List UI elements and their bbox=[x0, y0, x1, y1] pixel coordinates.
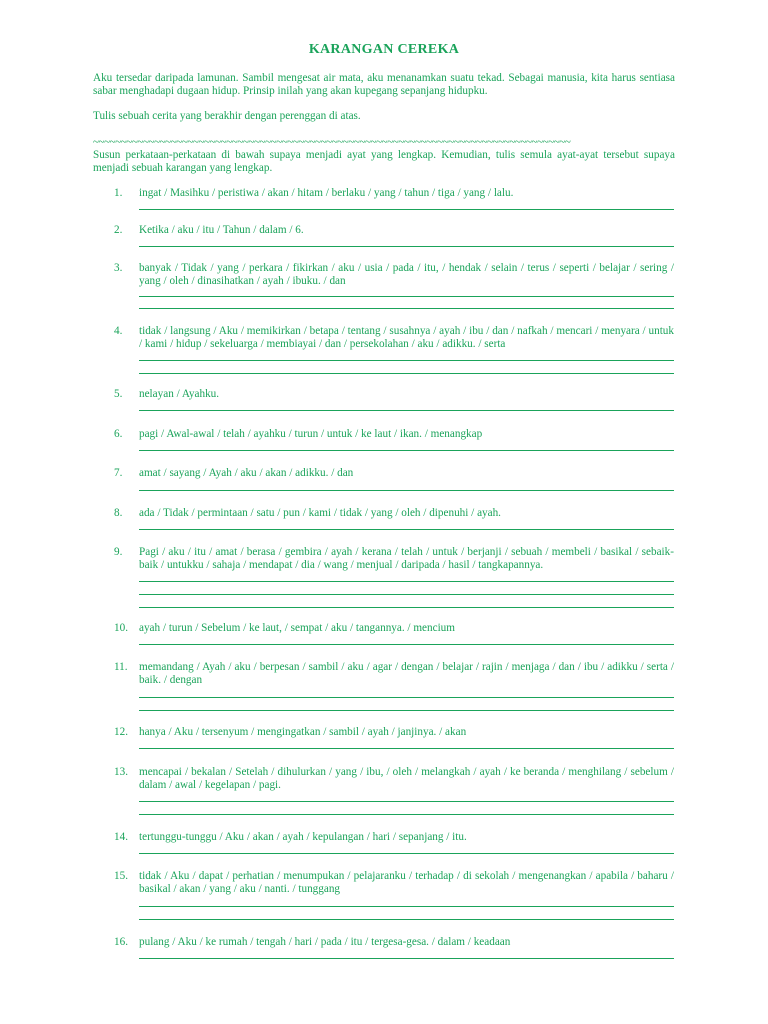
item-words: pulang / Aku / ke rumah / tengah / hari / pada / itu / tergesa-gesa. / dalam / keadaan bbox=[139, 936, 511, 948]
item-number: 12. bbox=[114, 726, 128, 738]
item-words: tidak / langsung / Aku / memikirkan / betapa / tentang / susahnya / ayah / ibu / dan / nafkah / mencari / menyara / untuk / kami / hidup / sekeluarga / membiayai / dan / persekolahan / aku / adikku. / serta bbox=[139, 325, 674, 350]
item-words: amat / sayang / Ayah / aku / akan / adikku. / dan bbox=[139, 467, 354, 479]
item-words: Ketika / aku / itu / Tahun / dalam / 6. bbox=[139, 224, 304, 236]
item-number: 15. bbox=[114, 870, 128, 882]
item-number: 8. bbox=[114, 507, 123, 519]
item-number: 1. bbox=[114, 187, 123, 199]
tilde-separator: ~~~~~~~~~~~~~~~~~~~~~~~~~~~~~~~~~~~~~~~~~~~~~~~~~~~~~~~~~~~~~~~~~~~~~~~~~~~~~~~~~~~~~~ bbox=[93, 136, 571, 148]
item-number: 16. bbox=[114, 936, 128, 948]
item-words: mencapai / bekalan / Setelah / dihulurkan / yang / ibu, / oleh / melangkah / ayah / ke beranda / menghilang / sebelum / dalam / awal / kegelapan / pagi. bbox=[139, 766, 674, 791]
answer-line[interactable] bbox=[139, 581, 674, 582]
item-number: 9. bbox=[114, 546, 123, 558]
item-words: tertunggu-tunggu / Aku / akan / ayah / kepulangan / hari / sepanjang / itu. bbox=[139, 831, 467, 843]
answer-line[interactable] bbox=[139, 529, 674, 530]
answer-line[interactable] bbox=[139, 958, 674, 959]
answer-line[interactable] bbox=[139, 607, 674, 608]
item-number: 3. bbox=[114, 262, 123, 274]
answer-line[interactable] bbox=[139, 814, 674, 815]
intro-paragraph: Aku tersedar daripada lamunan. Sambil mengesat air mata, aku menanamkan suatu tekad. Sebagai manusia, kita harus sentiasa sabar menghadapi dugaan hidup. Prinsip inilah yang akan kupegang sepanjang hidupku. bbox=[93, 72, 675, 97]
answer-line[interactable] bbox=[139, 853, 674, 854]
answer-line[interactable] bbox=[139, 246, 674, 247]
item-words: ayah / turun / Sebelum / ke laut, / sempat / aku / tangannya. / mencium bbox=[139, 622, 455, 634]
answer-line[interactable] bbox=[139, 697, 674, 698]
arrangement-instruction: Susun perkataan-perkataan di bawah supaya menjadi ayat yang lengkap. Kemudian, tulis semula ayat-ayat tersebut supaya menjadi sebuah karangan yang lengkap. bbox=[93, 149, 675, 174]
answer-line[interactable] bbox=[139, 906, 674, 907]
item-words: tidak / Aku / dapat / perhatian / menumpukan / pelajaranku / terhadap / di sekolah / mengenangkan / apabila / baharu / basikal / akan / yang / aku / nanti. / tunggang bbox=[139, 870, 674, 895]
item-words: hanya / Aku / tersenyum / mengingatkan / sambil / ayah / janjinya. / akan bbox=[139, 726, 467, 738]
item-words: Pagi / aku / itu / amat / berasa / gembira / ayah / kerana / telah / untuk / berjanji / sebuah / membeli / basikal / sebaik-baik / untukku / sahaja / mendapat / dia / wang / menjual / daripada / hasil / tangkapannya. bbox=[139, 546, 674, 571]
answer-line[interactable] bbox=[139, 209, 674, 210]
page-title: KARANGAN CEREKA bbox=[308, 42, 460, 57]
answer-line[interactable] bbox=[139, 410, 674, 411]
item-number: 6. bbox=[114, 428, 123, 440]
answer-line[interactable] bbox=[139, 919, 674, 920]
item-number: 4. bbox=[114, 325, 123, 337]
answer-line[interactable] bbox=[139, 801, 674, 802]
item-number: 7. bbox=[114, 467, 123, 479]
item-words: pagi / Awal-awal / telah / ayahku / turun / untuk / ke laut / ikan. / menangkap bbox=[139, 428, 483, 440]
item-number: 11. bbox=[114, 661, 128, 673]
item-number: 14. bbox=[114, 831, 128, 843]
task-instruction: Tulis sebuah cerita yang berakhir dengan perenggan di atas. bbox=[93, 110, 361, 122]
answer-line[interactable] bbox=[139, 748, 674, 749]
item-number: 13. bbox=[114, 766, 128, 778]
answer-line[interactable] bbox=[139, 373, 674, 374]
item-words: ada / Tidak / permintaan / satu / pun / kami / tidak / yang / oleh / dipenuhi / ayah. bbox=[139, 507, 501, 519]
answer-line[interactable] bbox=[139, 644, 674, 645]
item-words: memandang / Ayah / aku / berpesan / sambil / aku / agar / dengan / belajar / rajin / menjaga / dan / ibu / adikku / serta / baik. / dengan bbox=[139, 661, 674, 686]
item-words: nelayan / Ayahku. bbox=[139, 388, 220, 400]
item-number: 5. bbox=[114, 388, 123, 400]
answer-line[interactable] bbox=[139, 296, 674, 297]
answer-line[interactable] bbox=[139, 490, 674, 491]
answer-line[interactable] bbox=[139, 594, 674, 595]
answer-line[interactable] bbox=[139, 308, 674, 309]
item-words: ingat / Masihku / peristiwa / akan / hitam / berlaku / yang / tahun / tiga / yang / lalu. bbox=[139, 187, 514, 199]
item-number: 10. bbox=[114, 622, 128, 634]
item-number: 2. bbox=[114, 224, 123, 236]
item-words: banyak / Tidak / yang / perkara / fikirkan / aku / usia / pada / itu, / hendak / selain / terus / seperti / belajar / sering / yang / oleh / dinasihatkan / ayah / ibuku. / dan bbox=[139, 262, 674, 287]
answer-line[interactable] bbox=[139, 360, 674, 361]
answer-line[interactable] bbox=[139, 450, 674, 451]
answer-line[interactable] bbox=[139, 710, 674, 711]
